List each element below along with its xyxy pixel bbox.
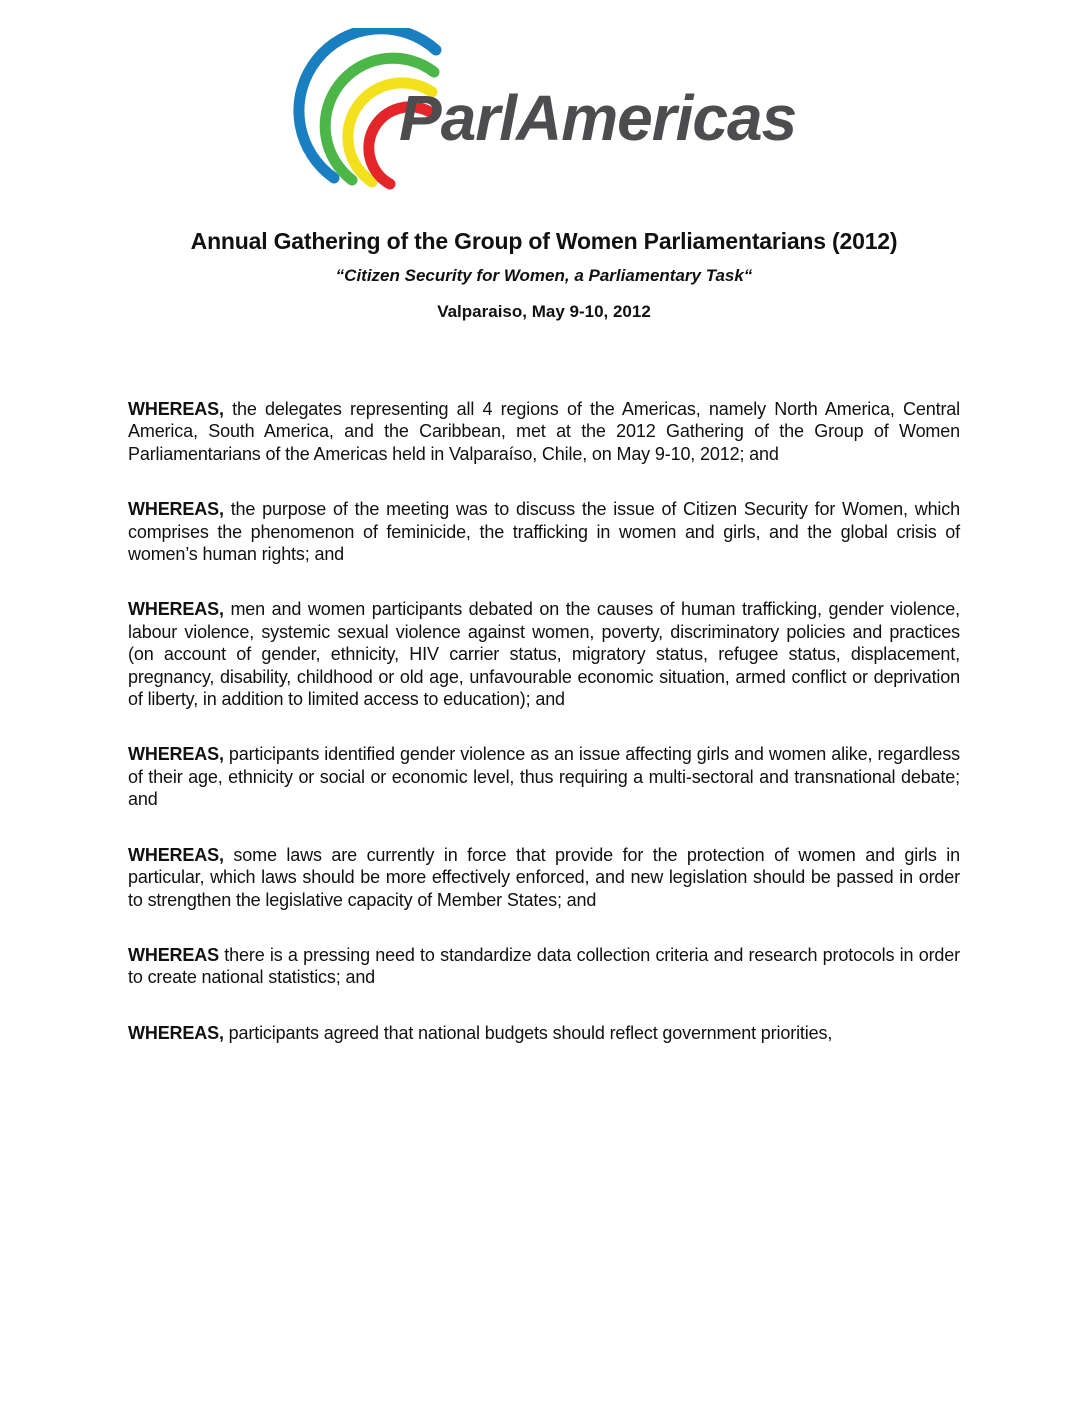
whereas-paragraph xyxy=(128,944,960,989)
paragraph-text: the delegates representing all 4 regions of the Americas, namely North America, Central America, South America, and the Caribbean, met at the 2012 Gathering of the Group of Women Parliamentarians of the Americas held in Valparaíso, Chile, on May 9-10, 2012; and xyxy=(128,399,960,464)
whereas-paragraph xyxy=(128,743,960,810)
paragraph-text: men and women participants debated on the causes of human trafficking, gender violence, labour violence, systemic sexual violence against women, poverty, discriminatory policies and practices (on account of gender, ethnicity, HIV carrier status, migratory status, refugee status, displacement, pregnancy, disability, childhood or old age, unfavourable economic situation, armed conflict or deprivation of liberty, in addition to limited access to education); and xyxy=(128,599,960,710)
whereas-lead: WHEREAS xyxy=(128,944,219,965)
whereas-paragraph xyxy=(128,598,960,710)
document-body xyxy=(128,398,960,1077)
whereas-paragraph xyxy=(128,498,960,565)
whereas-lead: WHEREAS, xyxy=(128,499,224,520)
logo-wordmark: ParlAmericas xyxy=(399,82,797,154)
parlamericas-logo xyxy=(286,28,856,198)
paragraph-text: participants agreed that national budgets should reflect government priorities, xyxy=(223,1022,833,1043)
whereas-paragraph xyxy=(128,398,960,465)
whereas-lead: WHEREAS, xyxy=(128,744,224,765)
whereas-paragraph xyxy=(128,1022,960,1044)
whereas-lead: WHEREAS, xyxy=(128,599,224,620)
paragraph-text: the purpose of the meeting was to discuss the issue of Citizen Security for Women, which comprises the phenomenon of feminicide, the trafficking in women and girls, and the global crisis of women’s human rights; and xyxy=(128,499,960,565)
document-subtitle: “Citizen Security for Women, a Parliamentary Task“ xyxy=(335,266,753,285)
document-title: Annual Gathering of the Group of Women Parliamentarians (2012) xyxy=(190,228,898,254)
paragraph-text: participants identified gender violence as an issue affecting girls and women alike, regardless of their age, ethnicity or social or economic level, thus requiring a multi-sectoral and transnational debate; and xyxy=(128,744,960,810)
whereas-lead: WHEREAS, xyxy=(128,399,224,419)
whereas-lead: WHEREAS, xyxy=(128,844,224,865)
whereas-paragraph xyxy=(128,844,960,911)
document-place-date: Valparaiso, May 9-10, 2012 xyxy=(437,302,651,321)
whereas-lead: WHEREAS, xyxy=(128,1022,224,1043)
paragraph-text: some laws are currently in force that provide for the protection of women and girls in particular, which laws should be more effectively enforced, and new legislation should be passed in order to strengthen the legislative capacity of Member States; and xyxy=(128,844,960,910)
paragraph-text: there is a pressing need to standardize data collection criteria and research protocols in order to create national statistics; and xyxy=(128,944,960,988)
